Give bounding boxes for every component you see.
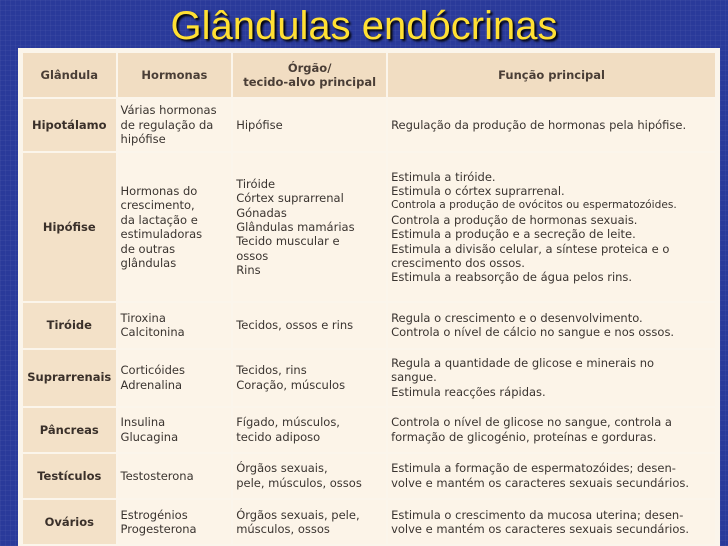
cell-line: Controla a produção de hormonas sexuais. [391,212,638,227]
header-target-line: Órgão/ [287,60,332,75]
cell-line: Glucagina [120,429,179,444]
cell-line: Insulina [120,415,166,430]
cell-line: Regula a quantidade de glicose e minerais no [391,355,655,370]
cell-line: Corticóides [120,363,185,378]
target-cell [233,350,386,406]
header-target-line: tecido-alvo principal [243,75,377,89]
cell-line: crescimento dos ossos. [391,256,525,271]
cell-line: Rins [236,263,261,278]
gland-cell: Hipotálamo [23,99,116,151]
cell-line: Controla o nível de cálcio no sangue e nos ossos. [391,325,675,340]
target-cell [233,153,386,301]
cell-line: de outras [120,241,176,256]
cell-line: ossos [236,248,269,263]
cell-line: Regulação da produção de hormonas pela hipófise. [391,117,687,132]
table-row [23,408,715,452]
cell-line: glândulas [120,256,177,271]
table-row [23,454,715,498]
cell-line: músculos, ossos [236,521,330,536]
cell-line: Adrenalina [120,377,183,392]
gland-cell: Tiróide [23,303,116,347]
target-cell [233,500,386,544]
hormones-cell [118,350,232,406]
cell-line: Coração, músculos [236,377,346,392]
cell-line: Tecidos, ossos e rins [236,318,354,333]
hormones-cell [118,303,232,347]
cell-line: Córtex suprarrenal [236,191,344,206]
table-row [23,99,715,151]
hormones-cell [118,454,232,498]
cell-line: Estimula reacções rápidas. [391,384,546,399]
target-cell [233,99,386,151]
table-row [23,500,715,544]
cell-line: tecido adiposo [236,429,321,444]
hormones-cell [118,153,232,301]
table-header-row [23,53,715,97]
header-gland: Glândula [23,53,116,97]
cell-line: Controla a produção de ovócitos ou espermatozóides. [391,199,677,212]
cell-line: Gónadas [236,205,287,220]
cell-line: Regula o crescimento e o desenvolvimento. [391,311,643,326]
cell-line: volve e mantém os caracteres sexuais secundários. [391,475,690,490]
function-cell [388,303,715,347]
function-cell [388,99,715,151]
function-cell [388,408,715,452]
cell-line: Estrogénios [120,507,188,522]
cell-line: Fígado, músculos, [236,415,340,430]
cell-line: sangue. [391,370,437,385]
cell-line: Estimula a formação de espermatozóides; desen- [391,461,676,476]
cell-line: Controla o nível de glicose no sangue, controla a [391,415,672,430]
cell-line: formação de glicogénio, proteínas e gorduras. [391,429,657,444]
cell-line: Glândulas mamárias [236,220,355,235]
function-cell [388,153,715,301]
cell-line: Tecidos, rins [236,363,307,378]
function-cell [388,454,715,498]
cell-line: Tecido muscular e [236,234,340,249]
cell-line: Testosterona [120,468,194,483]
function-cell [388,500,715,544]
cell-line: Órgãos sexuais, pele, [236,507,360,522]
target-cell [233,408,386,452]
endocrine-glands-table [21,51,717,546]
cell-line: Progesterona [120,521,197,536]
cell-line: Estimula o córtex suprarrenal. [391,184,565,199]
hormones-cell [118,500,232,544]
table-row [23,153,715,301]
cell-line: pele, músculos, ossos [236,475,362,490]
table-sheet [18,48,720,546]
cell-line: hipófise [120,132,166,147]
header-hormones: Hormonas [118,53,232,97]
target-cell [233,454,386,498]
cell-line: Estimula a tiróide. [391,169,496,184]
cell-line: Tiroxina [120,311,166,326]
cell-line: crescimento, [120,198,195,213]
cell-line: Órgãos sexuais, [236,461,328,476]
function-cell [388,350,715,406]
cell-line: Estimula a produção e a secreção de leite. [391,227,636,242]
cell-line: Tiróide [236,176,276,191]
cell-line: Várias hormonas [120,103,217,118]
cell-line: Estimula a divisão celular, a síntese proteica e o [391,241,670,256]
gland-cell: Hipófise [23,153,116,301]
cell-line: Calcitonina [120,325,185,340]
cell-line: Hormonas do [120,184,198,199]
gland-cell: Ovários [23,500,116,544]
gland-cell: Suprarrenais [23,350,116,406]
hormones-cell [118,408,232,452]
table-row [23,350,715,406]
cell-line: de regulação da [120,117,214,132]
table-row [23,303,715,347]
target-cell [233,303,386,347]
gland-cell: Pâncreas [23,408,116,452]
cell-line: Estimula o crescimento da mucosa uterina; desen- [391,507,684,522]
header-target [233,53,386,97]
slide-title: Glândulas endócrinas [170,4,558,48]
cell-line: volve e mantém os caracteres sexuais secundários. [391,521,690,536]
cell-line: da lactação e [120,212,198,227]
cell-line: Estimula a reabsorção de água pelos rins. [391,270,633,285]
header-function: Função principal [388,53,715,97]
cell-line: Hipófise [236,117,283,132]
gland-cell: Testículos [23,454,116,498]
hormones-cell [118,99,232,151]
cell-line: estimuladoras [120,227,203,242]
